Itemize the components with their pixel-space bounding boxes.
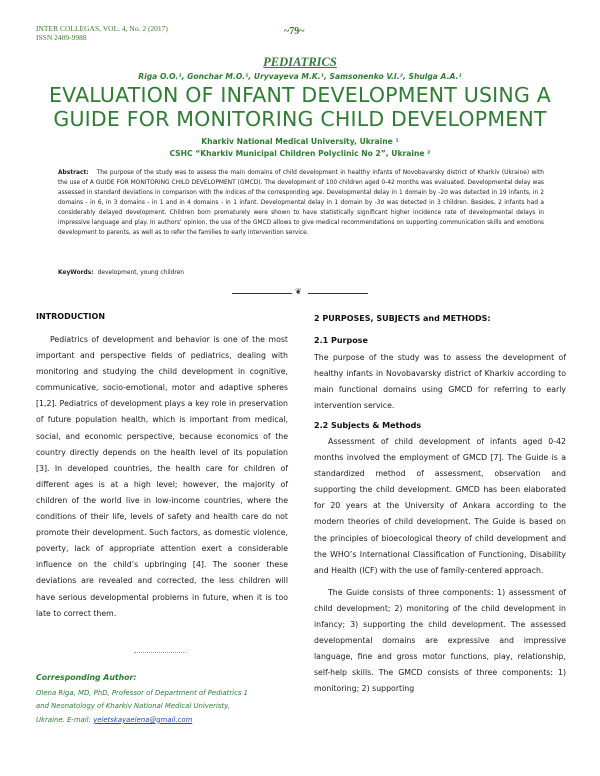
journal-name: INTER COLLEGAS, VOL. 4, No. 2 (2017): [36, 24, 168, 33]
subjects-methods-heading: 2.2 Subjects & Methods: [314, 421, 422, 430]
affiliation-2: CSHC “Kharkiv Municipal Children Polyclinic No 2”, Ukraine ²: [169, 149, 431, 158]
corresponding-line-1: Olena Riga, MD, PhD, Professor of Department of Pediatrics 1: [36, 689, 249, 697]
divider-ornament-icon: ❦: [295, 287, 302, 296]
corresponding-line-3: [36, 714, 288, 727]
introduction-heading: INTRODUCTION: [36, 312, 106, 321]
corresponding-email-label: Ukraine. E-mail:: [36, 715, 91, 724]
purpose-heading: 2.1 Purpose: [314, 336, 368, 345]
methods-heading: 2 PURPOSES, SUBJECTS and METHODS:: [314, 314, 491, 323]
corresponding-email-link[interactable]: yeletskayaelena@gmail.com: [93, 715, 193, 724]
abstract-text: The purpose of the study was to assess the main domains of child development in healthy infants of Novobavarsky district of Kharkiv (Ukraine) with the use of A GUIDE FOR MONITORING CHILD DEVELOPMENT (GMCD). The development of 100 children aged 0-42 months was evaluated. Developmental delay was assessed in standard deviations in comparison with the indices of the corresponding age. Developmental delay in 1 domain by -2σ was detected in 19 infants, in 2 domains - in 6, in 3 domains - in 1 and in 4 domains - in 1 infant. Developmental delay in 1 domain by -3σ was detected in 3 children. Besides, 2 infants had a considerably delayed development. Children born prematurely were shown to have statistically significant higher incidence rate of developmental delays in impressive language and play. In authors’ opinion, the use of the GMCD allows to give medical recommendations on supporting communication skills and emotions development to parents, as well as to refer the families to early intervention service.: [58, 170, 544, 236]
keywords-text: development, young children: [97, 270, 185, 276]
purpose-body: [314, 350, 566, 414]
abstract-label: Abstract:: [58, 170, 89, 176]
authors-line: Riga O.O.¹, Gonchar M.O.¹, Uryvayeva M.K.¹, Samsonenko V.I.², Shulga A.A.¹: [138, 72, 462, 81]
corresponding-line-2: and Neonatology of Kharkiv National Medical Univeristy,: [36, 702, 230, 711]
journal-header: [36, 24, 168, 42]
subjects-methods-paragraph-2: The Guide consists of three components: 1) assessment of child development; 2) monitoring of the child development in infancy; 3) supporting the child development. The assessed developmental domains are expressive and impressive language, fine and gross motor functions, play, relationship, self-help skills. The GMCD consists of three components: 1) monitoring; 2) supporting: [314, 587, 566, 694]
introduction-paragraph: Pediatrics of development and behavior is one of the most important and perspective fields of pediatrics, dealing with monitoring and studying the child development in cognitive, communicative, socio-emotional, motor and adaptive spheres [1,2]. Pediatrics of development plays a key role in preservation of future population health, which is important from medical, social, and economic perspective, because economics of the country directly depends on the health level of its population [3]. In developed countries, the health care for children of different ages is at a high level; however, the majority of children of the world live in low-income countries, where the conditions of their life, levels of safety and health care do not promote their development. Such factors, as domestic violence, poverty, lack of appropriate attention exert a considerable influence on the child’s upbringing [4]. The sooner these deviations are revealed and corrected, the less children will have serious developmental problems in future, when it is too late to correct them.: [36, 335, 288, 618]
corresponding-author-info: [36, 687, 288, 727]
page-number: ~79~: [284, 26, 305, 37]
keywords: [58, 270, 184, 276]
section-title: PEDIATRICS: [263, 55, 337, 69]
subjects-methods-paragraph-1: Assessment of child development of infants aged 0-42 months involved the employment of GMCD [7]. The Guide is a standardized method of assessment, observation and supporting the child development. GMCD has been elaborated for 20 years at the University of Ankara according to the modern theories of child development. The Guide is based on the principles of bioecological theory of child development and the WHO’s International Classification of Functioning, Disability and Health (ICF) with the use of family-centered approach.: [314, 437, 566, 575]
purpose-paragraph: The purpose of the study was to assess the development of healthy infants in Novobavarsky district of Kharkiv according to main functional domains using GMCD for referring to early intervention service.: [314, 353, 566, 411]
abstract: [58, 168, 544, 238]
keywords-label: KeyWords:: [58, 270, 94, 276]
paper-title: EVALUATION OF INFANT DEVELOPMENT USING A GUIDE FOR MONITORING CHILD DEVELOPMENT: [49, 83, 551, 131]
ornamental-divider: [232, 288, 368, 298]
corresponding-author-title: Corresponding Author:: [36, 673, 137, 682]
footnote-separator: [134, 652, 186, 653]
subjects-methods-body: [314, 434, 566, 698]
journal-issn: ISSN 2409-9988: [36, 33, 87, 42]
affiliation-1: Kharkiv National Medical University, Ukraine ¹: [201, 137, 399, 146]
introduction-body: [36, 332, 288, 622]
